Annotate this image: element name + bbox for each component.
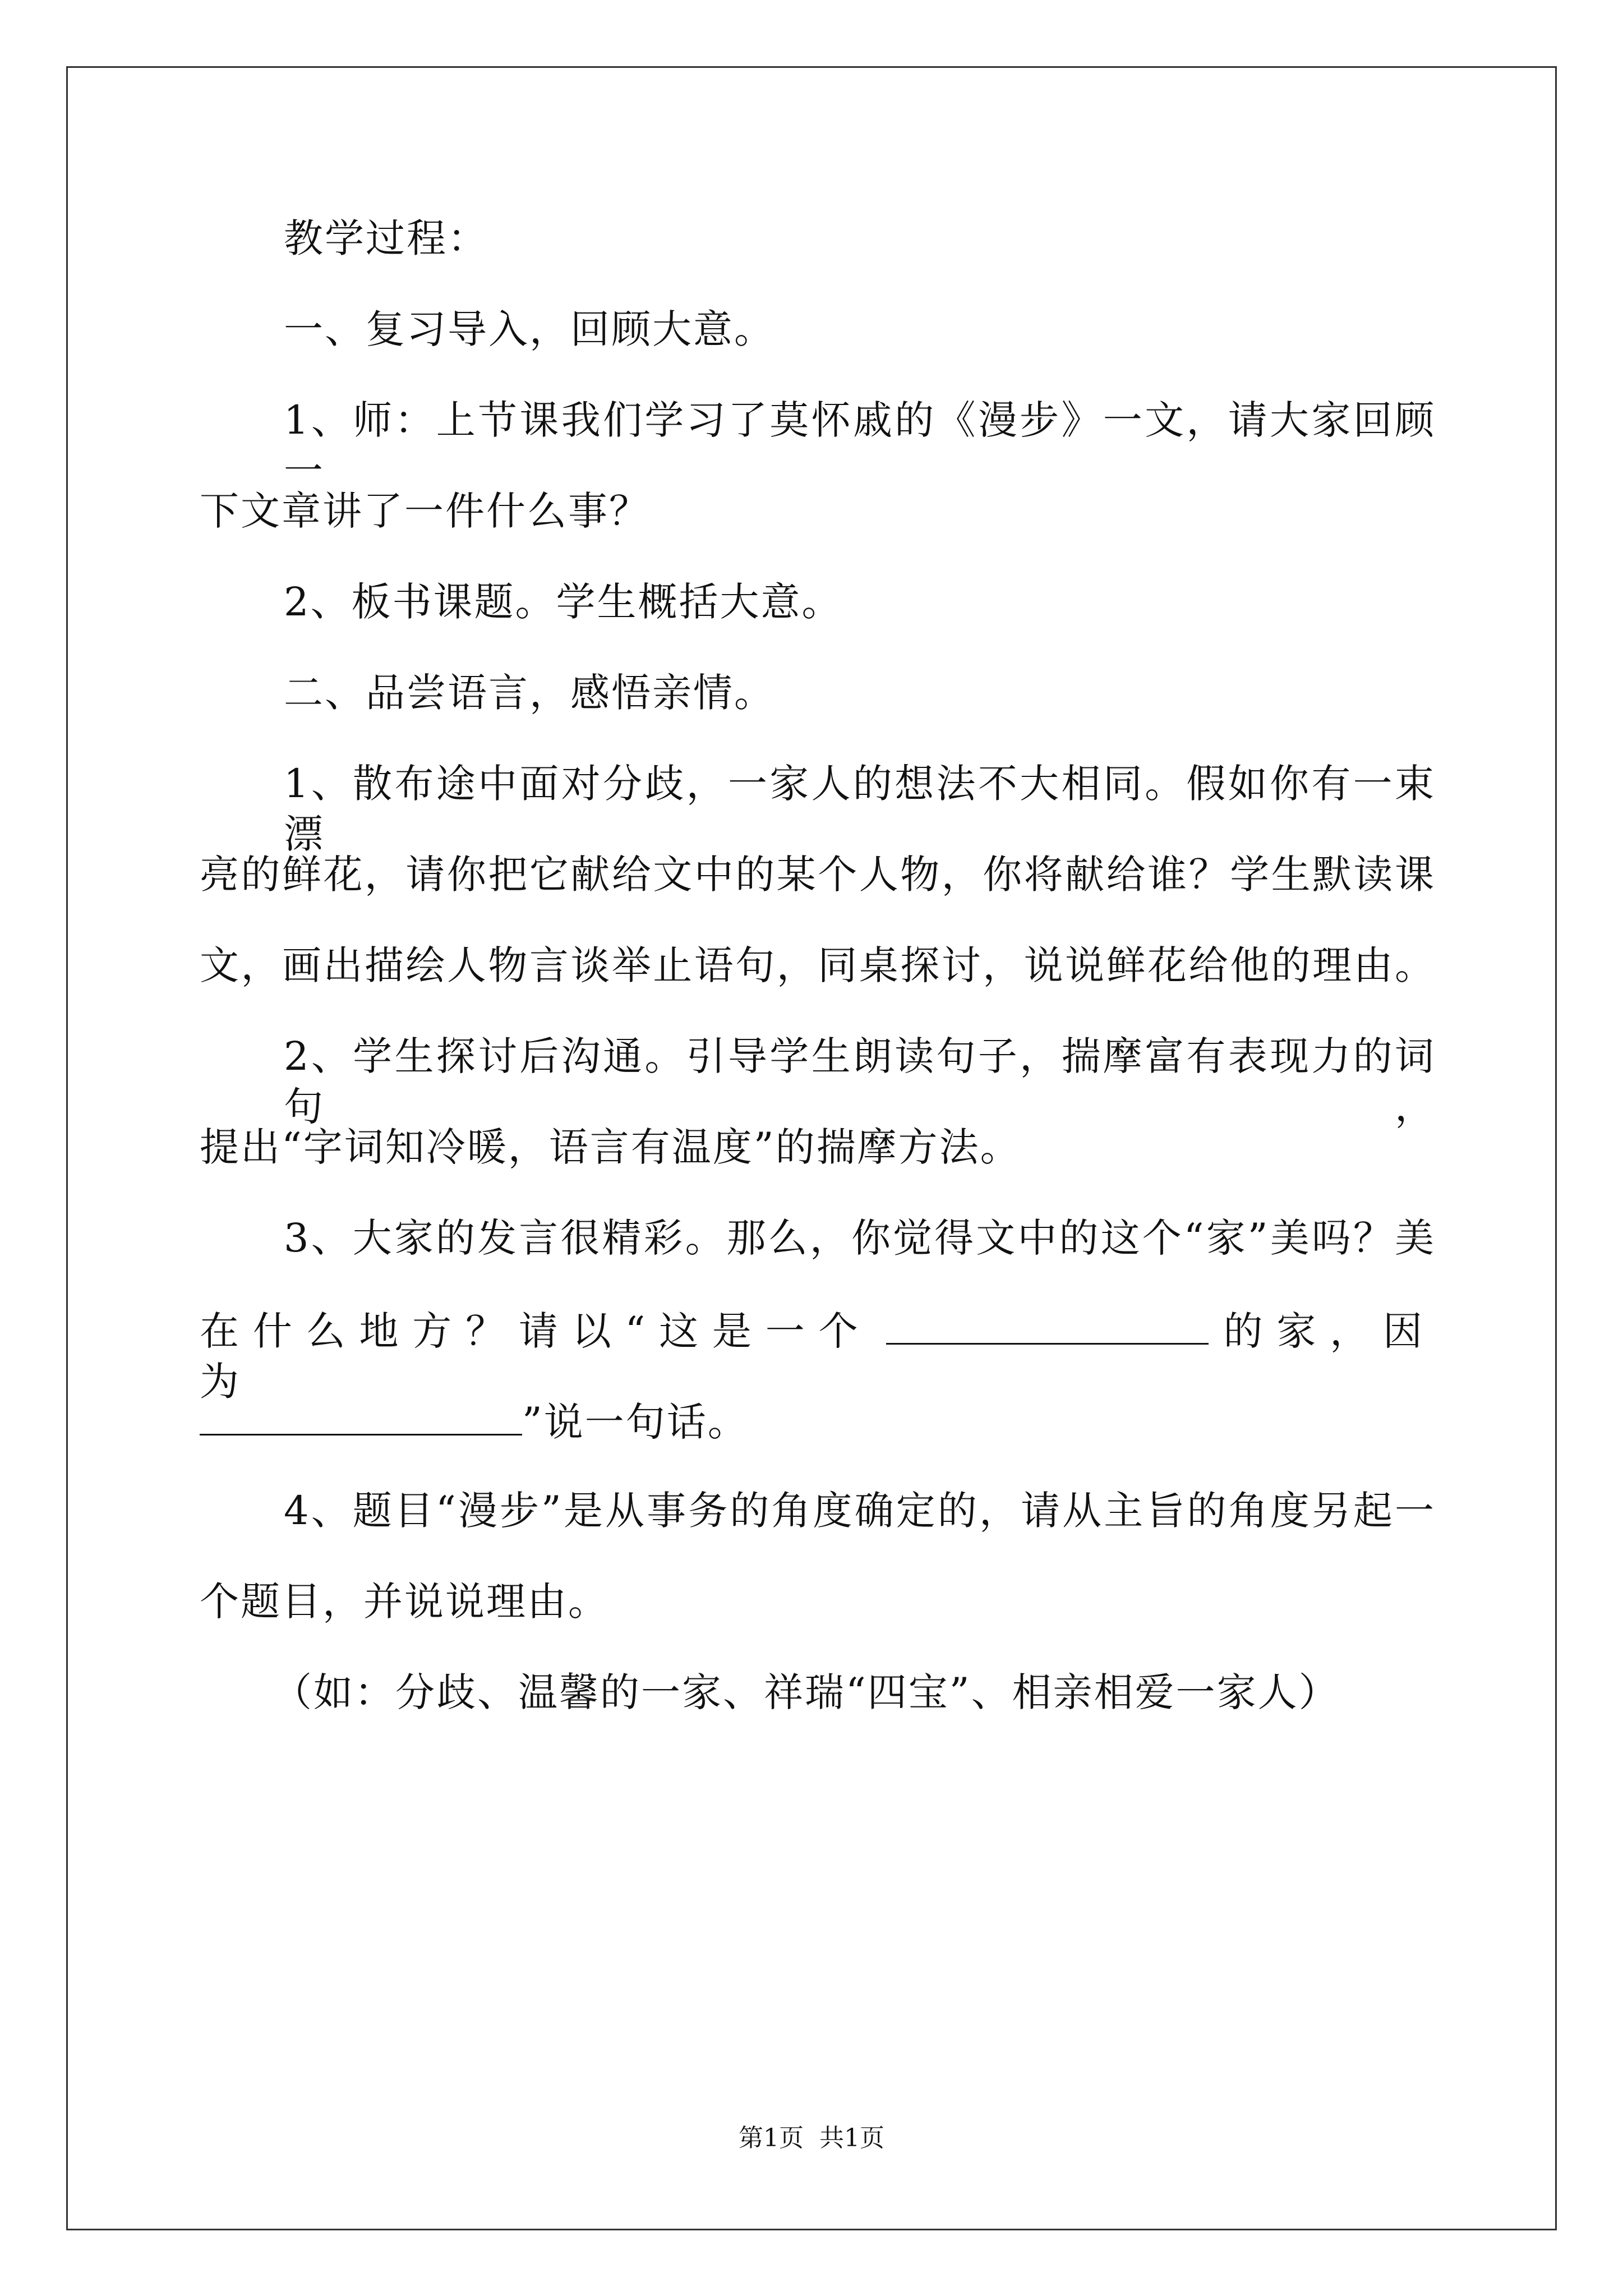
page-footer bbox=[0, 2122, 1623, 2155]
paragraph-line: 2、板书课题。学生概括大意。 bbox=[284, 579, 843, 625]
fill-in-prefix: 在什么地方？请以“这是一个 bbox=[200, 1308, 872, 1354]
paragraph-line: 提出“字词知冷暖，语言有温度”的揣摩方法。 bbox=[200, 1124, 1021, 1170]
answer-blank bbox=[200, 1395, 522, 1435]
paragraph-line: 亮的鲜花，请你把它献给文中的某个人物，你将献给谁？学生默读课 bbox=[200, 852, 1436, 898]
paragraph-line: 1、散布途中面对分歧，一家人的想法不大相同。假如你有一束漂 bbox=[284, 761, 1436, 857]
page-number: 第1页 bbox=[739, 2124, 804, 2152]
fill-in-suffix: ”说一句话。 bbox=[522, 1399, 749, 1445]
section-heading-language: 二、品尝语言，感悟亲情。 bbox=[284, 670, 775, 716]
fill-in-line-end bbox=[200, 1395, 749, 1447]
paragraph-line: 1、师：上节课我们学习了莫怀戚的《漫步》一文，请大家回顾一 bbox=[284, 397, 1436, 494]
answer-blank bbox=[886, 1304, 1209, 1345]
example-note: （如：分歧、温馨的一家、祥瑞“四宝”、相亲相爱一家人） bbox=[273, 1669, 1340, 1715]
section-heading-review: 一、复习导入，回顾大意。 bbox=[284, 306, 775, 352]
paragraph-line: 2、学生探讨后沟通。引导学生朗读句子，揣摩富有表现力的词句， bbox=[284, 1033, 1436, 1130]
paragraph-line: 文，画出描绘人物言谈举止语句，同桌探讨，说说鲜花给他的理由。 bbox=[200, 942, 1436, 988]
paragraph-line: 3、大家的发言很精彩。那么，你觉得文中的这个“家”美吗？美 bbox=[284, 1215, 1436, 1261]
paragraph-line: 下文章讲了一件什么事？ bbox=[200, 488, 650, 534]
paragraph-line: 个题目，并说说理由。 bbox=[200, 1579, 609, 1625]
fill-in-line bbox=[200, 1304, 1436, 1407]
page-total: 共1页 bbox=[819, 2124, 884, 2152]
fill-in-middle: 的家，因为 bbox=[200, 1308, 1436, 1405]
paragraph-line: 4、题目“漫步”是从事务的角度确定的，请从主旨的角度另起一 bbox=[284, 1488, 1436, 1534]
section-heading-process: 教学过程： bbox=[284, 215, 488, 261]
